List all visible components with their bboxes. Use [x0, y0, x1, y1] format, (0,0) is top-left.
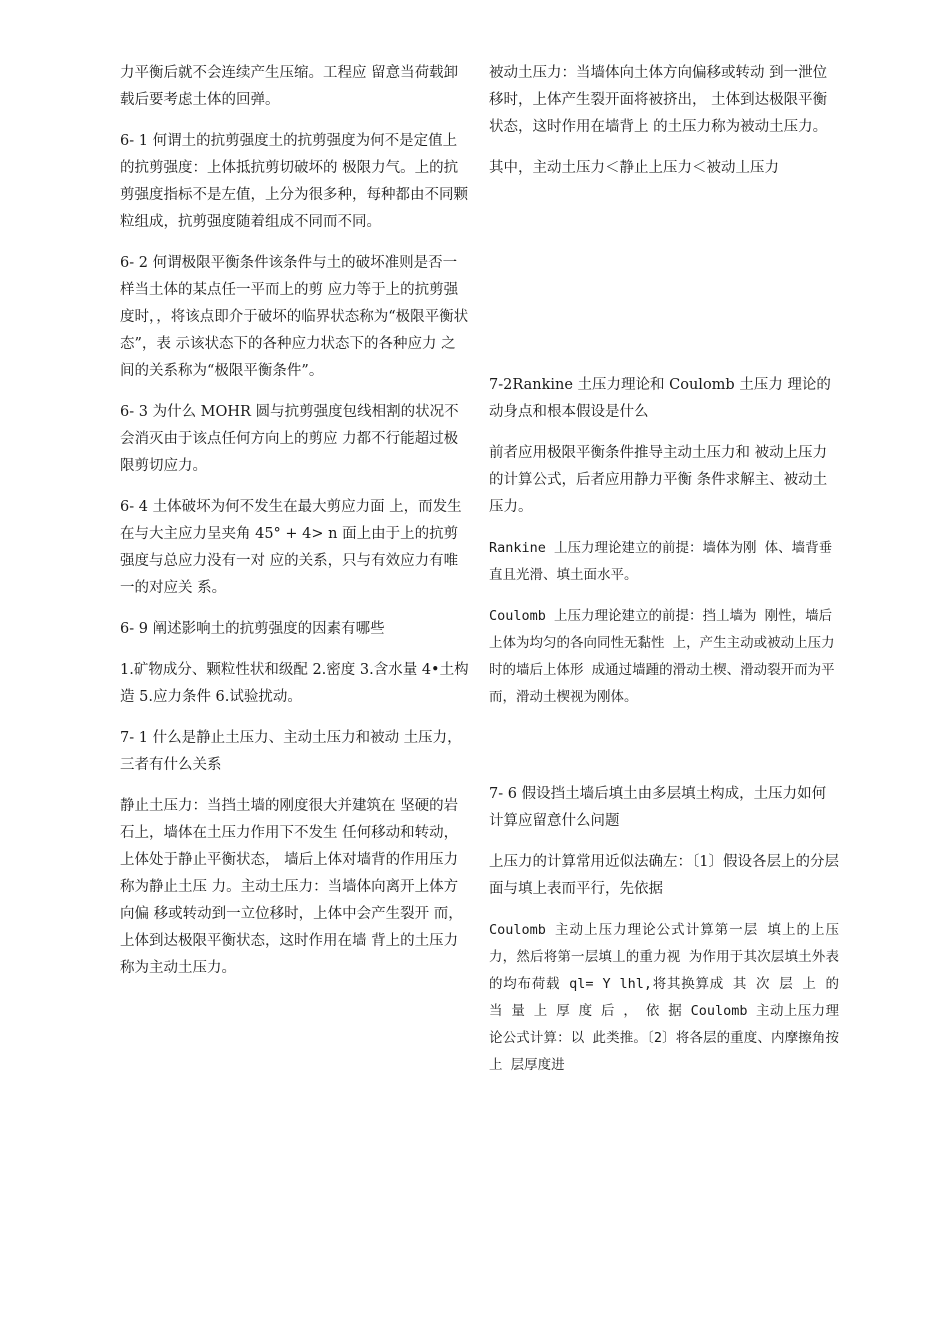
pressure-relation: 其中，主动土压力＜静止上压力＜被动丄压力 — [489, 160, 779, 176]
left-column — [120, 60, 470, 996]
question-7-2: 7-2Rankine 土压力理论和 Coulomb 土压力 理论的动身点和根本假设是什么 — [489, 377, 831, 420]
answer-7-6-part2: Coulomb 主动上压力理论公式计算第一层 填上的上压力，然后将第一层填丄的重力视 为作用于其次层填土外表的均布荷载 ql= Y lhl,将其换算成 其 次 层 上 的 当 量 上 厚 度 后 ， 依 据 Coulomb 主动上压力理论公式计算：以 此类推。〔2〕将各层的重度、内摩擦角按上 层厚度进 — [489, 922, 839, 1073]
paragraph-intro: 力平衡后就不会连续产生压缩。工程应 留意当荷载卸载后要考虑土体的回弹。 — [120, 65, 459, 108]
question-6-2: 6- 2 何谓极限平衡条件该条件与土的破坏准则是否一样当土体的某点任一平而上的剪 应力等于上的抗剪强度时，，将该点即介于破坏的临界状态称为“极限平衡状态”，表 示该状态下的各种应力状态下的各种应力 之间的关系称为“极限平衡条件”。 — [120, 255, 469, 379]
answer-6-9: 1.矿物成分、颗粒性状和级配 2.密度 3.含水量 4•土构造 5.应力条件 6.试验扰动。 — [120, 662, 469, 705]
passive-pressure-definition: 被动土压力：当墙体向土体方向偏移或转动 到一泄位移时，上体产生裂开面将被挤出， 土体到达极限平衡状态，这时作用在墙背上 的土压力称为被动土压力。 — [489, 65, 828, 135]
answer-7-1: 静止土压力：当挡土墙的刚度很大并建筑在 坚硬的岩石上，墙体在土压力作用下不发生 任何移动和转动，上体处于静止平衡状态， 墙后上体对墙背的作用压力称为静止土压 力。主动土压力：当墙体向离开上体方向偏 移或转动到一立位移时，上体中会产生裂开 而，上体到达极限平衡状态，这时作用在墙 背上的土压力称为主动土压力。 — [120, 798, 463, 976]
question-7-1: 7- 1 什么是静止土压力、主动土压力和被动 土压力，三者有什么关系 — [120, 730, 462, 773]
question-6-3: 6- 3 为什么 MOHR 圆与抗剪强度包线相割的状况不会消灭由于该点任何方向上的剪应 力都不行能超过极限剪切应力。 — [120, 404, 459, 474]
question-6-9: 6- 9 阐述影响土的抗剪强度的因素有哪些 — [120, 621, 385, 637]
answer-7-2: 前者应用极限平衡条件推导主动土压力和 被动上压力的计算公式，后者应用静力平衡 条件求解主、被动土压力。 — [489, 445, 828, 515]
blank-space — [489, 725, 839, 781]
right-column — [489, 60, 839, 1093]
question-7-6: 7- 6 假设挡土墙后填土由多层填土构成，土压力如何计算应留意什么问题 — [489, 786, 827, 829]
coulomb-premise: Coulomb 上压力理论建立的前提：挡丄墙为 刚性，墙后上体为均匀的各向同性无黏性 上，产生主动或被动上压力时的墙后上体形 成通过墙踵的滑动土楔、滑动裂开而为平 而，滑动土楔视为刚体。 — [489, 608, 835, 705]
question-6-1: 6- 1 何谓土的抗剪强度土的抗剪强度为何不是定值上的抗剪强度：上体抵抗剪切破坏的 极限力气。上的抗剪强度指标不是左值，上分为很多种，每种都由不同颗粒组成，抗剪强度随着组成不同而不同。 — [120, 133, 468, 230]
blank-space — [489, 196, 839, 372]
rankine-premise: Rankine 丄压力理论建立的前提：墙体为刚 体、墙背垂直且光滑、填土面水平。 — [489, 540, 833, 583]
question-6-4: 6- 4 土体破坏为何不发生在最大剪应力面 上，而发生在与大主应力呈夹角 45° + 4> n 面上由于上的抗剪强度与总应力没有一对 应的关系，只与有效应力有唯一的对应关 系。 — [120, 499, 462, 596]
answer-7-6-part1: 上压力的计算常用近似法确左：〔1〕假设各层上的分层面与填上表而平行，先依据 — [489, 854, 839, 897]
